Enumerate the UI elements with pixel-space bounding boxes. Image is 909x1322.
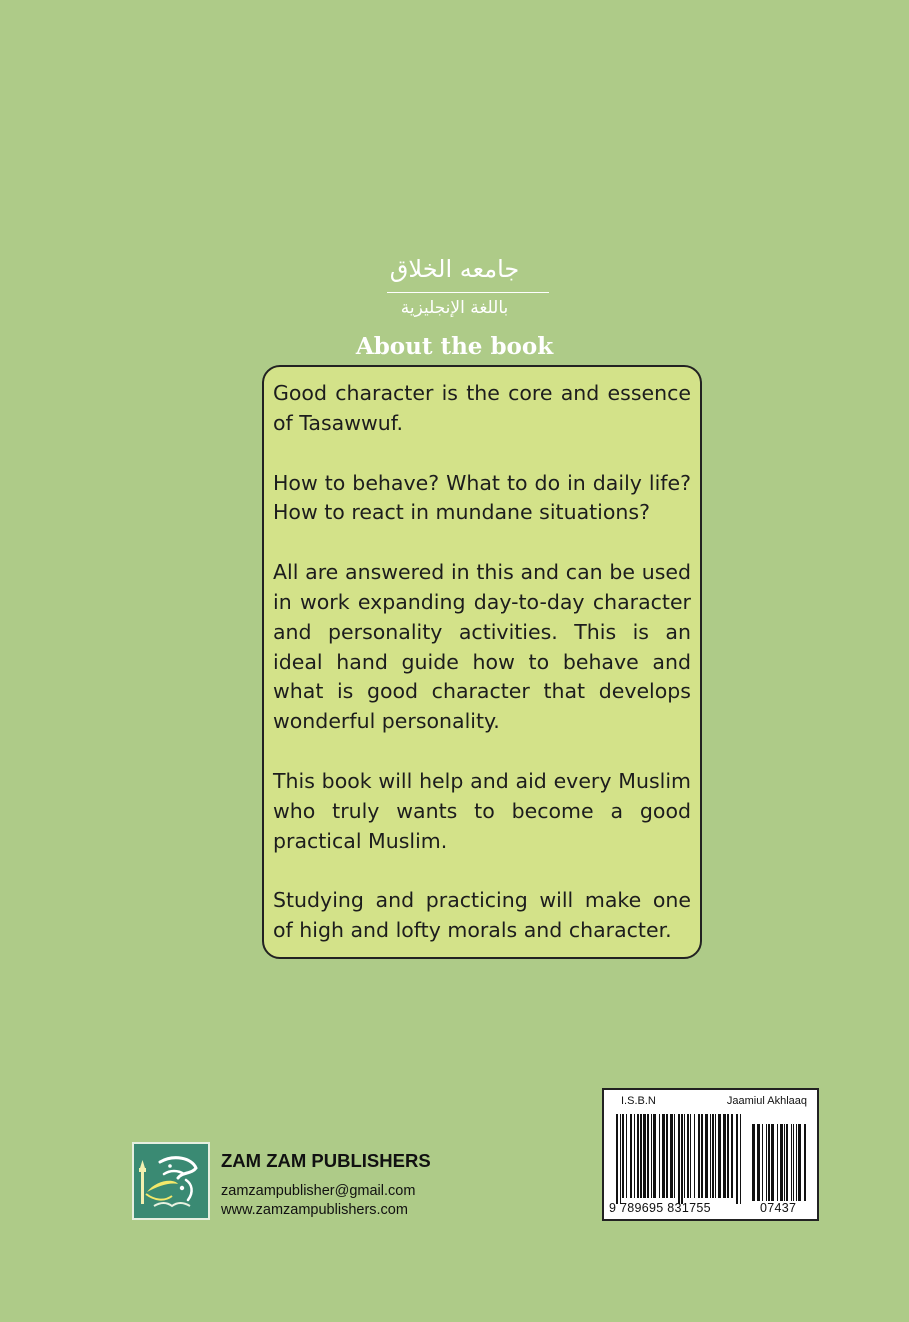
barcode-bar	[705, 1114, 708, 1198]
barcode-bars	[604, 1090, 817, 1219]
arabic-title: جامعه الخلاق	[389, 255, 520, 283]
barcode-bar	[752, 1124, 755, 1201]
about-heading: About the book	[355, 333, 554, 360]
barcode-bar	[771, 1124, 774, 1201]
barcode-bar	[647, 1114, 649, 1198]
barcode-bar	[736, 1114, 738, 1204]
barcode-bar	[670, 1114, 673, 1198]
barcode-bar	[712, 1114, 714, 1198]
barcode-bar	[793, 1124, 794, 1201]
barcode-bar	[723, 1114, 726, 1198]
description-paragraph-5: Studying and practicing will make one of high and lofty morals and character.	[273, 888, 691, 943]
barcode-title: Jaamiul Akhlaaq	[726, 1095, 807, 1107]
barcode-bar	[784, 1124, 785, 1201]
barcode-bar	[727, 1114, 729, 1198]
barcode-bar	[777, 1124, 778, 1201]
barcode-bar	[678, 1114, 680, 1204]
barcode-bar	[637, 1114, 639, 1198]
publisher-logo-icon	[132, 1142, 210, 1220]
barcode-bar	[731, 1114, 733, 1198]
barcode-bar	[630, 1114, 632, 1198]
barcode-bar	[766, 1124, 767, 1201]
description-box	[262, 365, 702, 959]
barcode-bar	[718, 1114, 721, 1198]
publisher-email: zamzampublisher@gmail.com	[221, 1183, 416, 1199]
barcode-bar	[616, 1114, 618, 1204]
description-paragraph-3: All are answered in this and can be used in work expanding day-to-day character and personality activities. This is an ideal hand guide how to behave and what is good character that develops wonderful personality.	[273, 560, 691, 734]
barcode-bar	[715, 1114, 716, 1198]
barcode-bar	[768, 1124, 770, 1201]
barcode-bar	[634, 1114, 635, 1198]
barcode-bar	[681, 1114, 683, 1204]
publisher-website: www.zamzampublishers.com	[221, 1202, 408, 1218]
barcode-bar	[640, 1114, 642, 1198]
publisher-name: ZAM ZAM PUBLISHERS	[221, 1150, 431, 1171]
barcode-bar	[626, 1114, 627, 1198]
zamzam-emblem-icon	[134, 1144, 208, 1218]
barcode-bar	[710, 1114, 711, 1198]
barcode-bar	[690, 1114, 691, 1198]
isbn-barcode	[602, 1088, 819, 1221]
barcode-bar	[798, 1124, 801, 1201]
barcode-bar	[786, 1124, 788, 1201]
addon-number: 07437	[760, 1201, 797, 1215]
barcode-bar	[620, 1114, 621, 1204]
barcode-bar	[666, 1114, 668, 1198]
barcode-bar	[796, 1124, 797, 1201]
isbn-number: 9 789695 831755	[609, 1201, 711, 1215]
isbn-label: I.S.B.N	[621, 1095, 656, 1107]
barcode-bar	[674, 1114, 675, 1198]
barcode-bar	[780, 1124, 783, 1201]
barcode-bar	[698, 1114, 700, 1198]
description-paragraph-2: How to behave? What to do in daily life? How to react in mundane situations?	[273, 470, 691, 525]
barcode-bar	[662, 1114, 665, 1198]
title-divider	[387, 292, 549, 293]
barcode-bar	[701, 1114, 703, 1198]
barcode-bar	[653, 1114, 656, 1198]
barcode-bar	[684, 1114, 685, 1198]
description-paragraph-4: This book will help and aid every Muslim who truly wants to become a good practical Muslim.	[273, 768, 691, 853]
arabic-subtitle: باللغة الإنجليزية	[400, 298, 509, 318]
barcode-bar	[791, 1124, 792, 1201]
barcode-bar	[622, 1114, 624, 1198]
barcode-bar	[740, 1114, 741, 1204]
barcode-bar	[762, 1124, 763, 1201]
barcode-bar	[659, 1114, 660, 1198]
barcode-bar	[651, 1114, 652, 1198]
barcode-bar	[757, 1124, 760, 1201]
barcode-bar	[694, 1114, 695, 1198]
barcode-bar	[804, 1124, 806, 1201]
description-paragraph-1: Good character is the core and essence of Tasawwuf.	[273, 381, 691, 435]
barcode-bar	[687, 1114, 689, 1198]
barcode-bar	[643, 1114, 646, 1198]
